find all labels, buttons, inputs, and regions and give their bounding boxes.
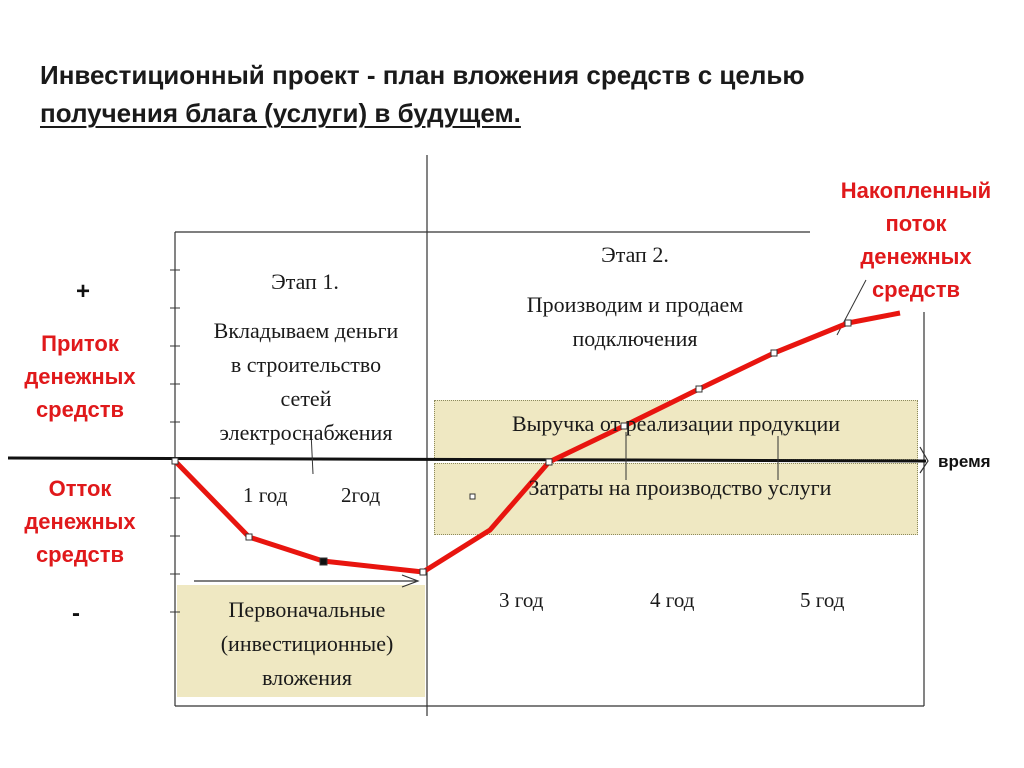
time-axis-label: время [938, 452, 991, 471]
year-1-label: 1 год [243, 483, 288, 507]
marker [246, 534, 252, 540]
minus-sign: - [72, 600, 80, 627]
title-line-1: Инвестиционный проект - план вложения средств с целью [40, 60, 805, 90]
marker [845, 320, 851, 326]
stage2-title: Этап 2. [601, 242, 669, 267]
stage1-title: Этап 1. [271, 269, 339, 294]
plus-sign: + [76, 278, 91, 305]
accumulated-flow-label: Накопленный поток денежных средств [840, 178, 992, 302]
time-axis [8, 458, 926, 461]
year-4-label: 4 год [650, 588, 695, 612]
year-3-label: 3 год [499, 588, 544, 612]
marker [546, 459, 552, 465]
marker [320, 558, 327, 565]
initial-investment-label: Первоначальные (инвестиционные) вложения [220, 597, 394, 690]
title-line-2: получения блага (услуги) в будущем. [40, 98, 521, 128]
outflow-label: Отток денежных средств [24, 476, 136, 567]
costs-label: Затраты на производство услуги [528, 475, 832, 500]
revenue-label: Выручка от реализации продукции [511, 411, 841, 436]
year-2-label: 2год [341, 483, 381, 507]
inflow-label: Приток денежных средств [24, 331, 136, 422]
year-5-label: 5 год [800, 588, 845, 612]
marker [696, 386, 702, 392]
marker [172, 458, 178, 464]
stage1-description: Вкладываем деньги в строительство сетей электроснабжения [213, 318, 399, 445]
stage2-description: Производим и продаем подключения [526, 292, 744, 351]
marker [420, 569, 426, 575]
